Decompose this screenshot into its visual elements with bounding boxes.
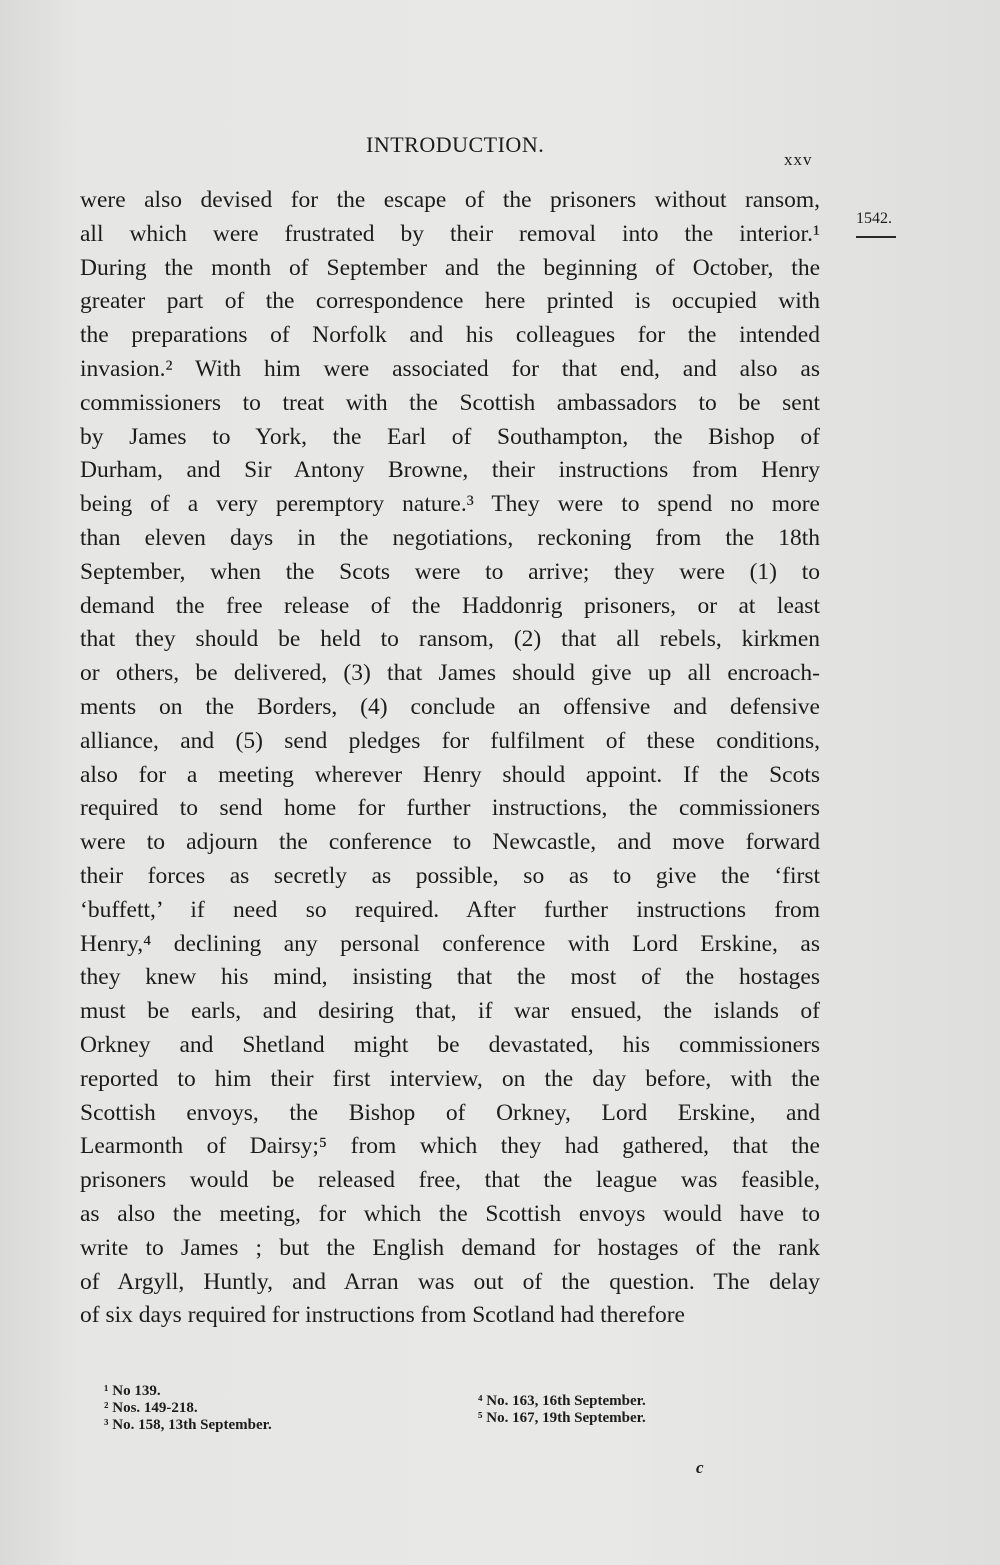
text-line: all which were frustrated by their removal into the interior.¹: [80, 220, 820, 247]
text-line: they knew his mind, insisting that the most of the hostages: [80, 964, 820, 991]
text-line: or others, be delivered, (3) that James should give up all encroach-: [80, 660, 820, 687]
margin-year-note: 1542.: [856, 210, 892, 227]
text-line: than eleven days in the negotiations, reckoning from the 18th: [80, 524, 820, 551]
footnote: ⁴ No. 163, 16th September.: [478, 1393, 646, 1409]
footnote: ² Nos. 149-218.: [104, 1400, 198, 1416]
text-line: reported to him their first interview, on the day before, with the: [80, 1065, 820, 1092]
text-line: Durham, and Sir Antony Browne, their instructions from Henry: [80, 457, 820, 484]
text-line: September, when the Scots were to arrive; they were (1) to: [80, 558, 820, 585]
text-line: that they should be held to ransom, (2) that all rebels, kirkmen: [80, 626, 820, 653]
text-line: also for a meeting wherever Henry should appoint. If the Scots: [80, 761, 820, 788]
footnote: ⁵ No. 167, 19th September.: [478, 1410, 646, 1426]
body-text: [80, 184, 820, 1333]
footnotes-right-column: [478, 1393, 646, 1427]
text-line: invasion.² With him were associated for that end, and also as: [80, 355, 820, 382]
text-line: Scottish envoys, the Bishop of Orkney, Lord Erskine, and: [80, 1099, 820, 1126]
text-line: the preparations of Norfolk and his colleagues for the intended: [80, 322, 820, 349]
text-line: as also the meeting, for which the Scottish envoys would have to: [80, 1200, 820, 1227]
text-line: prisoners would be released free, that the league was feasible,: [80, 1167, 820, 1194]
running-head-title: INTRODUCTION.: [366, 132, 545, 157]
text-line: being of a very peremptory nature.³ They were to spend no more: [80, 491, 820, 518]
text-line: of six days required for instructions from Scotland had therefore: [80, 1302, 685, 1329]
text-line: ments on the Borders, (4) conclude an offensive and defensive: [80, 693, 820, 720]
text-line: were to adjourn the conference to Newcastle, and move forward: [80, 829, 820, 856]
text-line: Orkney and Shetland might be devastated, his commissioners: [80, 1031, 820, 1058]
text-line: must be earls, and desiring that, if war ensued, the islands of: [80, 998, 820, 1025]
text-line: write to James ; but the English demand for hostages of the rank: [80, 1234, 820, 1261]
text-line: alliance, and (5) send pledges for fulfilment of these conditions,: [80, 727, 820, 754]
footnotes-left-column: [104, 1383, 272, 1434]
text-line: required to send home for further instructions, the commissioners: [80, 795, 820, 822]
footnote: ³ No. 158, 13th September.: [104, 1417, 272, 1433]
text-line: commissioners to treat with the Scottish ambassadors to be sent: [80, 389, 820, 416]
text-line: their forces as secretly as possible, so as to give the ‘first: [80, 862, 820, 889]
text-line: by James to York, the Earl of Southampton, the Bishop of: [80, 423, 820, 450]
signature-mark: c: [696, 1458, 704, 1477]
page-number: xxv: [784, 150, 813, 169]
text-line: were also devised for the escape of the prisoners without ransom,: [80, 187, 820, 213]
footnote: ¹ No 139.: [104, 1383, 161, 1399]
text-line: demand the free release of the Haddonrig prisoners, or at least: [80, 592, 820, 619]
text-line: Henry,⁴ declining any personal conference with Lord Erskine, as: [80, 930, 820, 957]
text-line: ‘buffett,’ if need so required. After further instructions from: [80, 896, 820, 923]
text-line: Learmonth of Dairsy;⁵ from which they had gathered, that the: [80, 1133, 820, 1160]
margin-rule: [856, 236, 896, 238]
text-line: greater part of the correspondence here printed is occupied with: [80, 288, 820, 315]
text-line: of Argyll, Huntly, and Arran was out of the question. The delay: [80, 1268, 820, 1295]
text-line: During the month of September and the beginning of October, the: [80, 254, 820, 281]
